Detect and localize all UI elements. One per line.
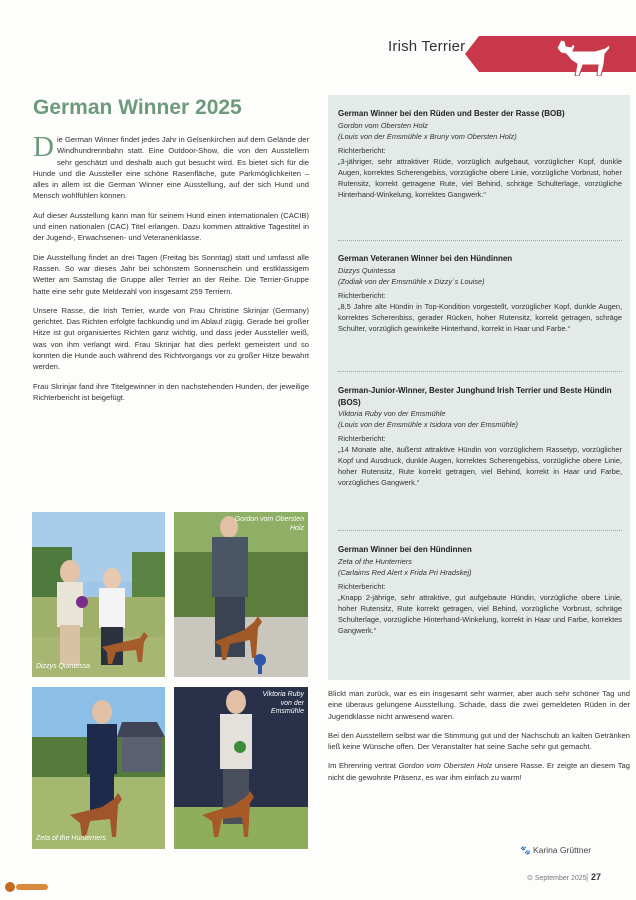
paragraph-honor-ring xyxy=(328,760,630,783)
magazine-logo xyxy=(4,880,50,892)
paragraph-summary: Blickt man zurück, war es ein insgesamt sehr warmer, aber auch sehr schöner Tag und eine überaus gelungene Ausstellung. Schade, dass die zwei gemeldeten Rüden in der Jugendklasse nicht anwesend waren. xyxy=(328,689,630,721)
divider xyxy=(338,240,622,241)
report-text: „14 Monate alte, äußerst attraktive Hündin von vorzüglichem Rassetyp, vorzüglicher Kopf und Ausdruck, dunkle Augen, korrektes Scherengebiss, vorzügliche obere Linie, hoher Rutensitz, Rute korrekt getragen, viel Behind, korrekt in Haar und Farbe, vorzügliches Gangwerk.“ xyxy=(338,445,622,487)
divider xyxy=(338,530,622,531)
dog-name: Viktoria Ruby von der Emsmühle xyxy=(338,409,446,418)
paragraph-judge: Unsere Rasse, die Irish Terrier, wurde von Frau Christine Skrinjar (Germany) gerichtet. Das Richten erfolgte fachkundig und im Ablauf zügig. Gerade bei großer Hitze ist gut organisiertes Richten ganz wichtig, und dass jeder Aussteller weiß, was von ihm verlangt wird. Frau Skrinjar hat dies perfekt gemeistert und so konnten die Hunde auch während des Richtvorgangs vor zu großer Hitze bewahrt werden. xyxy=(33,305,309,372)
dropcap: D xyxy=(33,131,54,163)
report-text: „3-jähriger, sehr attraktiver Rüde, vorzüglich aufgebaut, vorzüglicher Kopf, dunkle Augen, korrektes Scherengebiss, vorzügliche obere Linie, vorzügliche Vorbrust, hoher Rutensitz, korrekt getragene Rute, viel Behind, schräge Schulterlage, vorzügliche Hinterhand-Winkelung, korrektes Gangwerk.“ xyxy=(338,156,622,199)
photo-image xyxy=(32,512,165,677)
text-fragment: unsere Rasse. Er zeigte an diesem Tag nicht die gewohnte Präsenz, es war ihm einfach zu warm! xyxy=(328,761,630,782)
dog-name: Zeta of the Hunterriers xyxy=(338,556,412,566)
result-heading: German-Junior-Winner, Bester Junghund Irish Terrier und Beste Hündin (BOS) xyxy=(338,386,612,407)
article-left-column xyxy=(33,131,309,411)
author-line xyxy=(520,845,591,856)
photo-viktoria xyxy=(174,687,308,849)
photo-caption: Dizzys Quintessa xyxy=(36,663,91,670)
report-label: Richterbericht: xyxy=(338,290,386,300)
result-heading: German Winner bei den Hündinnen xyxy=(338,545,472,554)
dog-pedigree: (Carlaims Red Alert x Frida Pri Hradskej) xyxy=(338,567,472,577)
dog-name: Gordon vom Obersten Holz xyxy=(338,120,428,130)
article-title: German Winner 2025 xyxy=(33,96,242,119)
divider xyxy=(338,371,622,372)
paragraph-mood: Bei den Ausstellern selbst war die Stimmung gut und der Nachschub an kalten Getränken ließ keine Wünsche offen. Der Veranstalter hat seine Sache sehr gut gemacht. xyxy=(328,730,630,752)
dog-pedigree: (Louis von der Emsmühle x Bruny vom Obersten Holz) xyxy=(338,131,517,141)
footer-date xyxy=(527,874,587,882)
result-veteran xyxy=(338,253,622,334)
paragraph-titles: Auf dieser Ausstellung kann man für seinem Hund einen internationalen (CACIB) und einen nationalen (CAC) Titel erlangen. Dazu kommen attraktive Tagestitel in der Jugend-, Erwachsenen- und Veteranenklasse. xyxy=(33,210,309,243)
result-bitches xyxy=(338,544,622,636)
dog-pedigree: (Zodiak von der Emsmühle x Dizzy´s Louise) xyxy=(338,276,485,286)
dog-pedigree: (Louis von der Emsmühle x Isidora von der Emsmühle) xyxy=(338,420,518,429)
article-right-column xyxy=(328,688,630,791)
paragraph-show-days: Die Ausstellung findet an drei Tagen (Freitag bis Sonntag) statt und umfasst alle Rassen. So war dieses Jahr bei schönstem Sonnenschein und erstklassigem Wetter am Samstag die Gruppe aller Terrier an der Reihe. Die Terrier-Gruppe hatte eine sehr gute Meldezahl von insgesamt 259 Terriern. xyxy=(33,252,309,296)
section-label: Irish Terrier xyxy=(388,38,466,55)
page-number: 27 xyxy=(591,872,602,882)
report-label: Richterbericht: xyxy=(338,434,386,443)
footer-separator: | xyxy=(586,872,589,882)
photo-image xyxy=(32,687,165,849)
result-bob xyxy=(338,108,622,200)
footer-date-text: September 2025 xyxy=(534,875,587,882)
paw-icon: 🐾 xyxy=(520,845,531,855)
paw-icon: ❂ xyxy=(527,875,533,882)
report-label: Richterbericht: xyxy=(338,581,386,591)
paragraph-intro-text: ie German Winner findet jedes Jahr in Gelsenkirchen auf dem Gelände der Windhundrennbahn statt. Eine Outdoor-Show, die von den Ausstellern sehr geschätzt und deshalb auch gut besucht wird. Es bietet sich für die Hunde und die Aussteller eine schöne Rasenfläche, gute Parkmöglichkeiten – alles in allem ist die German Winner eine Ausstellung, auf der sich Hund und Mensch wohlfühlen können. xyxy=(33,135,309,201)
result-junior xyxy=(338,385,622,488)
report-text: „8,5 Jahre alte Hündin in Top-Kondition vorgestellt, vorzüglicher Kopf, dunkle Augen, korrektes Scherenbiss, gerader Rücken, hoher Rutensitz, korrekt getragen, schräge Schulter, vorzüglich gewinkelte Hinterhand, korrekt in Haar und Farbe.“ xyxy=(338,301,622,333)
terrier-banner xyxy=(465,32,636,76)
report-label: Richterbericht: xyxy=(338,145,386,155)
text-fragment: Im Ehrenring vertrat xyxy=(328,761,399,771)
photo-caption: Viktoria Ruby von der Emsmühle xyxy=(262,691,304,715)
dog-name: Dizzys Quintessa xyxy=(338,265,396,275)
photo-dizzys-quintessa xyxy=(32,512,165,677)
result-heading: German Winner bei den Rüden und Bester der Rasse (BOB) xyxy=(338,109,565,118)
photo-gordon xyxy=(174,512,308,677)
photo-caption: Gordon vom Obersten Holz xyxy=(234,516,304,532)
dog-name-emphasis: Gordon vom Obersten Holz xyxy=(398,761,493,771)
author-name: Karina Grüttner xyxy=(532,845,592,855)
photo-zeta xyxy=(32,687,165,849)
logo-icon xyxy=(4,881,50,893)
photo-image xyxy=(174,512,308,677)
report-text: „Knapp 2-jährige, sehr attraktive, gut aufgebaute Hündin, vorzügliche obere Linie, hoher Rutensitz, Rute korrekt getragen, viel Behind, vorzügliche Vorbrust, schräge Schulterlage, vorzügliche Hinterhand-Winkelung, korrekt in Haar und Farbe, korrektes Gangwerk.“ xyxy=(338,592,622,635)
paragraph-intro xyxy=(33,131,309,202)
paragraph-winners-intro: Frau Skrinjar fand ihre Titelgewinner in den nachstehenden Hunden, der jeweilige Richterbericht ist beigefügt. xyxy=(33,381,309,402)
result-heading: German Veteranen Winner bei den Hündinnen xyxy=(338,254,513,263)
banner-shape xyxy=(465,36,636,72)
photo-caption: Zeta of the Hunterriers xyxy=(36,835,107,842)
